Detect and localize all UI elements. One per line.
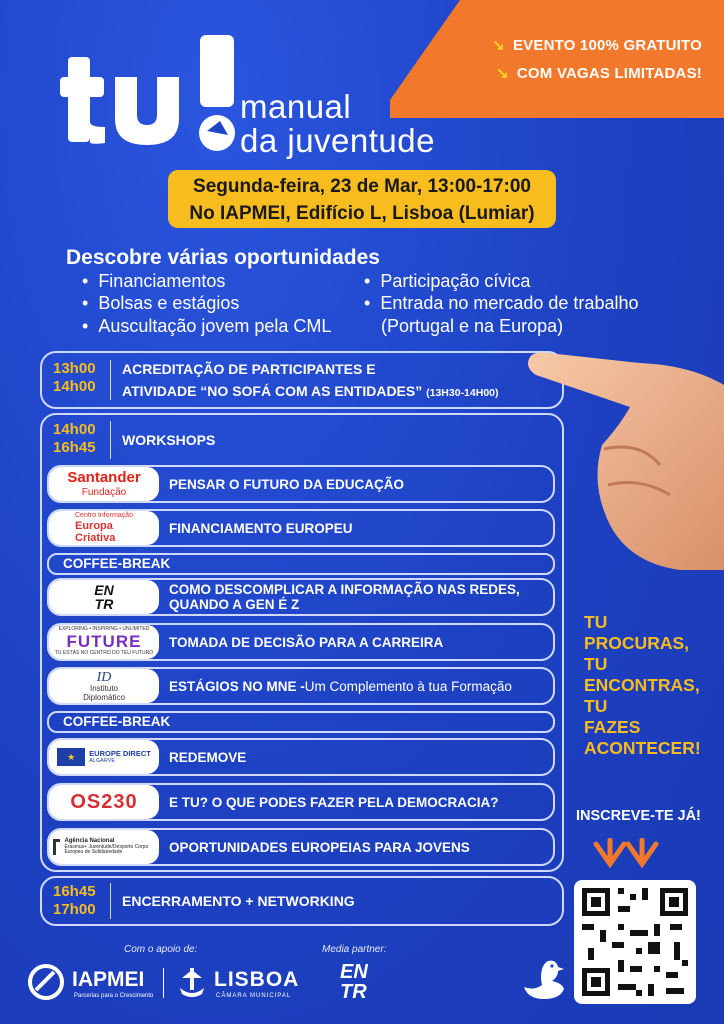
europe-direct-logo: ★ EUROPE DIRECT ALGARVE	[49, 740, 159, 774]
coffee-break: COFFEE-BREAK	[47, 553, 555, 575]
workshop-title: TOMADA DE DECISÃO PARA A CARREIRA	[169, 634, 444, 650]
divider	[110, 360, 111, 400]
workshop-title: REDEMOVE	[169, 749, 247, 765]
workshop-title: COMO DESCOMPLICAR A INFORMAÇÃO NAS REDES, QUANDO A GEN É Z	[169, 582, 520, 612]
support-label: Com o apoio de:	[124, 944, 198, 955]
arrow-icon: ↘	[496, 65, 509, 82]
opportunity-item: • Entrada no mercado de trabalho	[364, 293, 639, 313]
europa-criativa-logo: Centro Informação Europa Criativa	[49, 511, 159, 545]
slogan: TU PROCURAS, TU ENCONTRAS, TU FAZES ACONTECER!	[584, 612, 701, 758]
erasmus-agency-logo: Agência Nacional Erasmus+ Juventude/Desporto Corpo Europeu de Solidariedade	[49, 830, 159, 864]
entr-logo: EN TR	[49, 580, 159, 614]
lisboa-crest-icon	[174, 964, 210, 1005]
media-partner-label: Media partner:	[322, 944, 387, 955]
future-logo: EXPLORING • INSPIRING • UNLIMITED FUTURE TU ESTÁS NO CENTRO DO TEU FUTURO	[49, 625, 159, 659]
instituto-diplomatico-logo: ID Instituto Diplomático	[49, 669, 159, 703]
divider	[110, 883, 111, 919]
workshop-title: FINANCIAMENTO EUROPEU	[169, 520, 353, 536]
promo-line-free: ↘ EVENTO 100% GRATUITO	[492, 37, 702, 54]
workshop-row	[47, 465, 555, 503]
duck-icon	[520, 955, 568, 1008]
os230-logo: OS230	[49, 785, 159, 819]
session-label: WORKSHOPS	[122, 432, 216, 448]
entr-media-logo: EN TR	[340, 961, 368, 1003]
opportunity-item: (Portugal e na Europa)	[381, 316, 564, 336]
session-accreditation	[40, 351, 564, 409]
lisboa-name: LISBOA	[214, 968, 300, 991]
opportunity-item: • Auscultação jovem pela CML	[82, 316, 332, 336]
agency-icon	[53, 839, 60, 855]
iapmei-name: IAPMEI	[72, 968, 145, 991]
session-label: ATIVIDADE “NO SOFÁ COM AS ENTIDADES” (13H30-14H00)	[122, 383, 499, 399]
workshop-title: ESTÁGIOS NO MNE - Um Complemento à tua Formação	[169, 678, 512, 694]
tu-logo	[60, 35, 240, 155]
coffee-break: COFFEE-BREAK	[47, 711, 555, 733]
opportunity-item: • Bolsas e estágios	[82, 293, 240, 313]
divider	[110, 421, 111, 459]
workshop-row	[47, 738, 555, 776]
session-time: 13h00 14h00	[53, 360, 96, 395]
lisboa-tagline: CÂMARA MUNICIPAL	[216, 993, 292, 999]
opportunities-title: Descobre várias oportunidades	[66, 246, 380, 269]
event-date: Segunda-feira, 23 de Mar, 13:00-17:00	[193, 176, 531, 197]
promo-line-limited: ↘ COM VAGAS LIMITADAS!	[496, 65, 702, 82]
workshop-title: PENSAR O FUTURO DA EDUCAÇÃO	[169, 476, 405, 492]
logo-text-manual: manual	[240, 88, 352, 125]
workshop-row	[47, 667, 555, 705]
signup-label: INSCREVE-TE JÁ!	[576, 808, 701, 824]
session-label: ENCERRAMENTO + NETWORKING	[122, 893, 355, 909]
eu-flag-icon: ★	[57, 748, 85, 766]
logo-text-juventude: da juventude	[240, 122, 435, 159]
iapmei-logo	[26, 962, 66, 1007]
session-time: 14h00 16h45	[53, 421, 96, 456]
event-date-box	[168, 170, 556, 228]
down-arrows-icon	[590, 838, 660, 874]
workshop-row	[47, 623, 555, 661]
workshop-row	[47, 578, 555, 616]
session-label: ACREDITAÇÃO DE PARTICIPANTES E	[122, 361, 376, 377]
santander-logo: Santander Fundação	[49, 467, 159, 501]
session-time: 16h45 17h00	[53, 883, 96, 918]
arrow-icon: ↘	[492, 37, 505, 54]
iapmei-tagline: Parcerias para o Crescimento	[74, 993, 154, 999]
divider	[163, 968, 164, 998]
event-place: No IAPMEI, Edifício L, Lisboa (Lumiar)	[189, 203, 535, 224]
qr-code[interactable]	[574, 880, 696, 1004]
opportunity-item: • Participação cívica	[364, 271, 531, 291]
workshop-row	[47, 783, 555, 821]
workshop-row	[47, 509, 555, 547]
workshop-title: OPORTUNIDADES EUROPEIAS PARA JOVENS	[169, 839, 470, 855]
workshop-row	[47, 828, 555, 866]
workshop-title: E TU? O QUE PODES FAZER PELA DEMOCRACIA?	[169, 794, 499, 810]
opportunity-item: • Financiamentos	[82, 271, 226, 291]
